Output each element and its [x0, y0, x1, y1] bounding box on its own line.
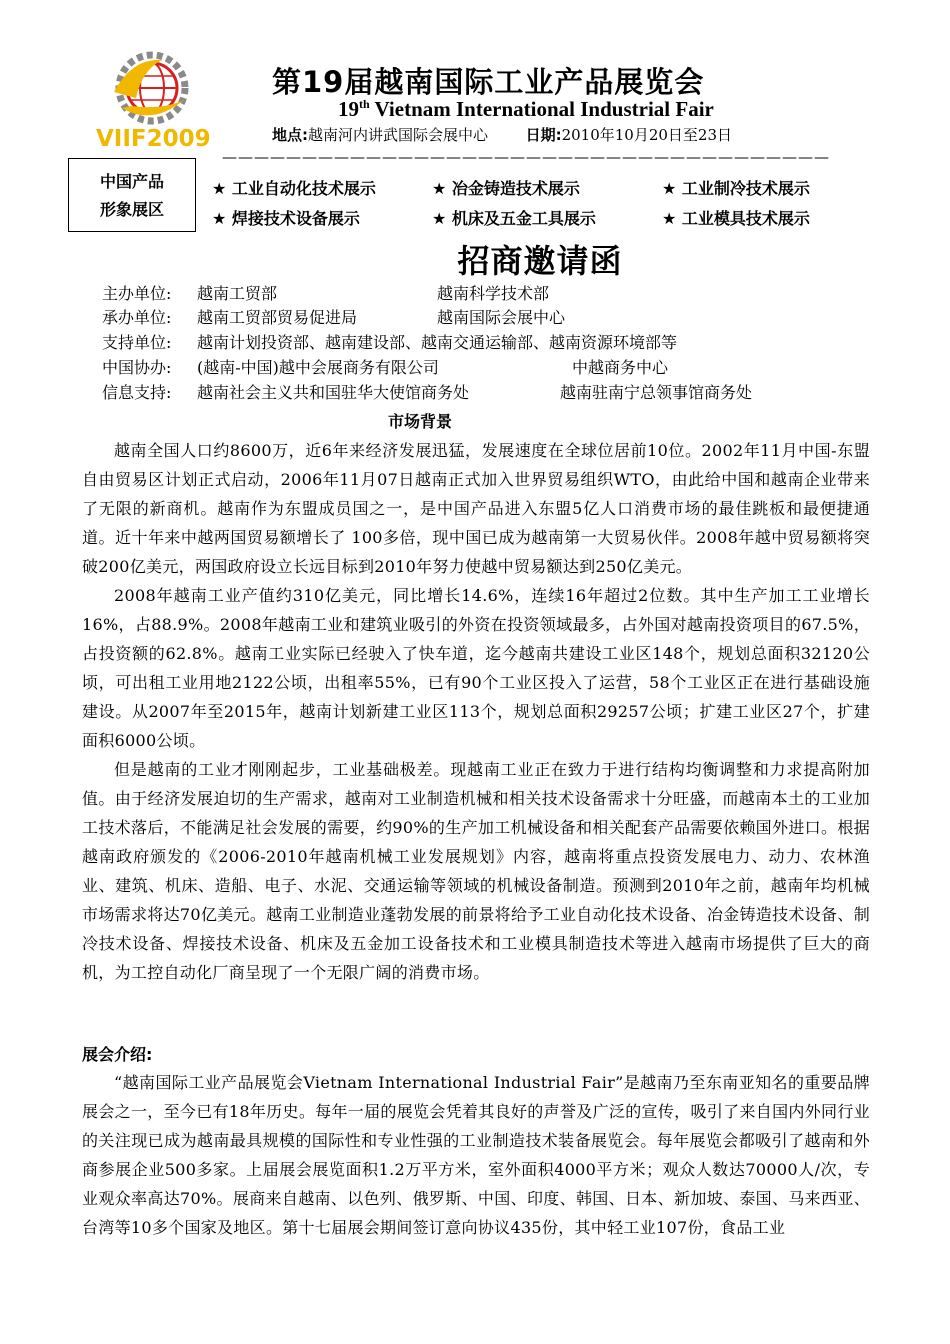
- invitation-heading: 招商邀请函: [457, 242, 623, 280]
- fair-title-en: 19th Vietnam International Industrial Fair: [338, 97, 714, 121]
- organizer-label: 支持单位:: [102, 333, 172, 352]
- market-section-title: 市场背景: [388, 412, 453, 431]
- organizer-label: 承办单位:: [102, 308, 172, 327]
- logo-text: VIIF2009: [96, 126, 211, 152]
- organizer-value: 越南工贸部: [197, 284, 278, 303]
- organizer-value: 越南科学技术部: [437, 284, 550, 303]
- location-value: 越南河内讲武国际会展中心: [308, 126, 489, 144]
- venue-line: [272, 124, 732, 145]
- date-value: 2010年10月20日至23日: [561, 126, 733, 144]
- china-exhibition-box: [68, 158, 196, 232]
- location-label: 地点:: [272, 126, 308, 144]
- separator-line: ——————————————————————————————————————: [222, 148, 830, 166]
- paragraph: 2008年越南工业产值约310亿美元，同比增长14.6%，连续16年超过2位数。其中生产加工工业增长16%，占88.9%。2008年越南工业和建筑业吸引的外资在投资领域最多，占外国对越南投资项目的67.5%，占投资额的62.8%。越南工业实际已经驶入了快车道，迄今越南共建设工业区148个，规划总面积32120公顷，可出租工业用地2122公顷，出租率55%，已有90个工业区投入了运营，58个工业区正在进行基础设施建设。从2007年至2015年，越南计划新建工业区113个，规划总面积29257公顷；扩建工业区27个，扩建面积6000公顷。: [82, 586, 870, 750]
- gear-globe-icon: [114, 55, 185, 121]
- organizer-label: 主办单位:: [102, 284, 172, 303]
- viif-logo: [92, 48, 216, 152]
- organizer-value: 越南工贸部贸易促进局: [197, 308, 358, 327]
- paragraph: 越南全国人口约8600万，近6年来经济发展迅猛，发展速度在全球位居前10位。2002年11月中国-东盟自由贸易区计划正式启动，2006年11月07日越南正式加入世界贸易组织WTO，由此给中国和越南企业带来了无限的新商机。越南作为东盟成员国之一，是中国产品进入东盟5亿人口消费市场的最佳跳板和最便捷通道。近十年来中越两国贸易额增长了 100多倍，现中国已成为越南第一大贸易伙伴。2008年越中贸易额将突破200亿美元，两国政府设立长远目标到2010年努力使越中贸易额达到250亿美元。: [82, 441, 870, 576]
- topic-item: ★ 工业模具技术展示: [662, 209, 810, 228]
- fair-title-cn: 第19届越南国际工业产品展览会: [272, 65, 705, 99]
- box-line-1: 中国产品: [99, 172, 164, 191]
- organizer-value: 中越商务中心: [572, 358, 669, 377]
- market-paragraphs: [82, 436, 870, 987]
- organizer-value: 越南国际会展中心: [437, 308, 566, 327]
- topic-item: ★ 焊接技术设备展示: [212, 209, 360, 228]
- intro-section-title: 展会介绍:: [82, 1045, 153, 1064]
- topic-item: ★ 机床及五金工具展示: [432, 209, 596, 228]
- organizer-value: (越南-中国)越中会展商务有限公司: [197, 358, 439, 377]
- topic-item: ★ 工业制冷技术展示: [662, 179, 810, 198]
- topic-item: ★ 冶金铸造技术展示: [432, 179, 580, 198]
- paragraph: “越南国际工业产品展览会Vietnam International Industrial Fair”是越南乃至东南亚知名的重要品牌展会之一，至今已有18年历史。每年一届的展览会凭着其良好的声誉及广泛的宣传，吸引了来自国内外同行业的关注现已成为越南最具规模的国际性和专业性强的工业制造技术装备展览会。每年展览会都吸引了越南和外商参展企业500多家。上届展会展览面积1.2万平方米，室外面积4000平方米；观众人数达70000人/次，专业观众率高达70%。展商来自越南、以色列、俄罗斯、中国、印度、韩国、日本、新加坡、泰国、马来西亚、台湾等10多个国家及地区。第十七届展会期间签订意向协议435份，其中轻工业107份，食品工业: [82, 1073, 870, 1237]
- topic-item: ★ 工业自动化技术展示: [212, 179, 376, 198]
- paragraph: 但是越南的工业才刚刚起步，工业基础极差。现越南工业正在致力于进行结构均衡调整和力求提高附加值。由于经济发展迫切的生产需求，越南对工业制造机械和相关技术设备需求十分旺盛，而越南本土的工业加工技术落后，不能满足社会发展的需要，约90%的生产加工机械设备和相关配套产品需要依赖国外进口。根据越南政府颁发的《2006-2010年越南机械工业发展规划》内容，越南将重点投资发展电力、动力、农林渔业、建筑、机床、造船、电子、水泥、交通运输等领域的机械设备制造。预测到2010年之前，越南年均机械市场需求将达70亿美元。越南工业制造业蓬勃发展的前景将给予工业自动化技术设备、冶金铸造技术设备、制冷技术设备、焊接技术设备、机床及五金加工设备技术和工业模具制造技术等进入越南市场提供了巨大的商机，为工控自动化厂商呈现了一个无限广阔的消费市场。: [82, 760, 870, 982]
- box-line-2: 形象展区: [99, 200, 164, 219]
- date-label: 日期:: [525, 126, 562, 144]
- organizer-value: 越南社会主义共和国驻华大使馆商务处: [197, 383, 470, 402]
- organizer-label: 信息支持:: [102, 383, 172, 402]
- organizer-value: 越南驻南宁总领事馆商务处: [560, 383, 753, 402]
- organizer-label: 中国协办:: [102, 358, 172, 377]
- organizer-value: 越南计划投资部、越南建设部、越南交通运输部、越南资源环境部等: [197, 333, 678, 352]
- intro-paragraphs: [82, 1068, 870, 1242]
